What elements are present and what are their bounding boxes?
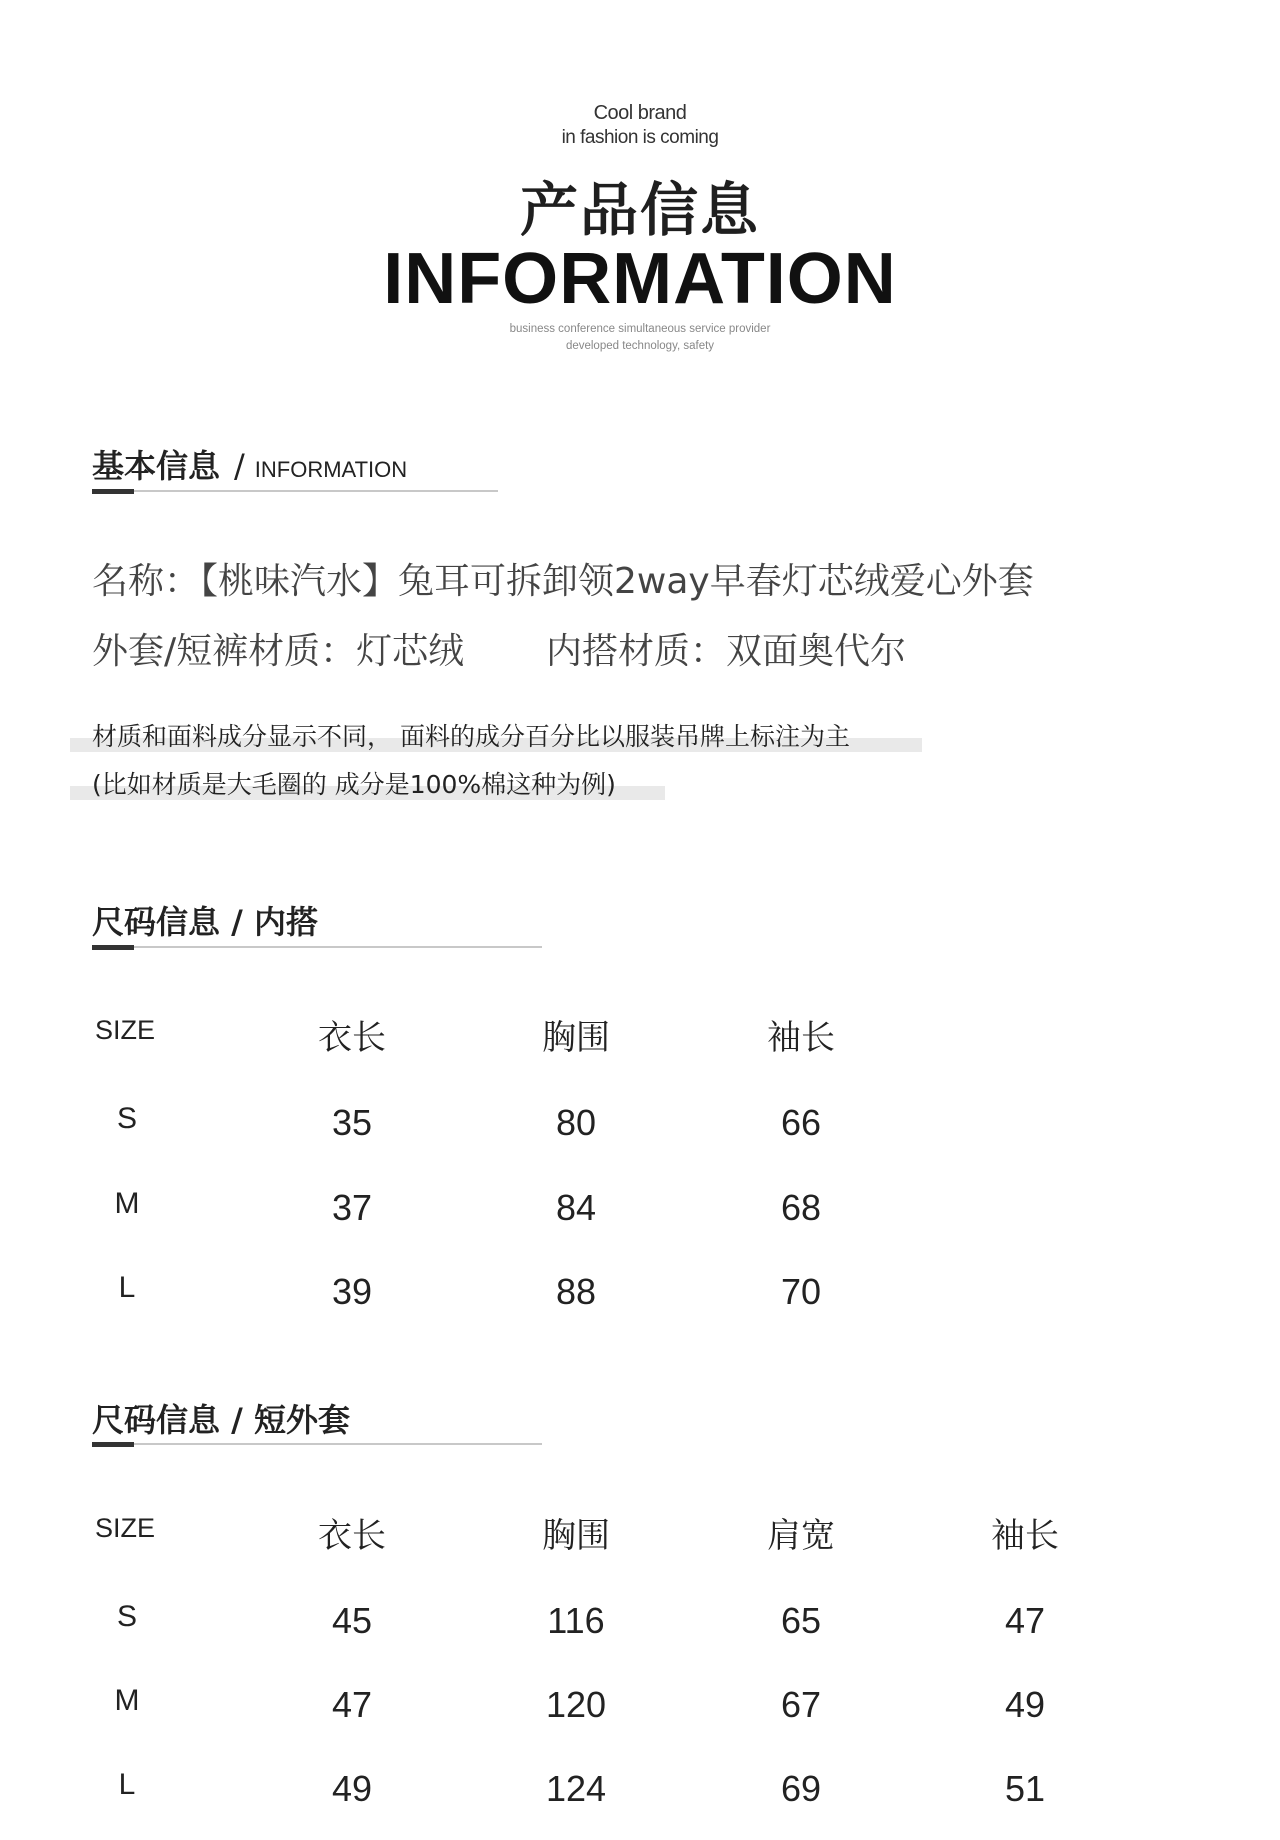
section-divider-mark xyxy=(92,1442,134,1447)
table-header: 袖长 xyxy=(991,1516,1059,1556)
note-line-1: 材质和面料成分显示不同， 面料的成分百分比以服装吊牌上标注为主 xyxy=(92,722,850,751)
header-subtitle-1: business conference simultaneous service provider xyxy=(509,323,771,335)
table-cell: 37 xyxy=(331,1187,373,1228)
table-header: 衣长 xyxy=(318,1018,386,1058)
table-cell: 88 xyxy=(555,1271,597,1312)
section-title-separator: / xyxy=(234,447,245,485)
section-divider-mark xyxy=(92,945,134,950)
table-cell: 68 xyxy=(780,1187,822,1228)
size-table-inner xyxy=(0,1010,1280,1330)
table-header: 袖长 xyxy=(767,1018,835,1058)
size-table-outer xyxy=(0,1508,1280,1828)
page-title-en: INFORMATION xyxy=(383,239,897,319)
section-title-basic xyxy=(92,441,407,487)
page-title-cn: 产品信息 xyxy=(519,176,760,244)
table-cell: 80 xyxy=(555,1102,597,1143)
table-cell: 65 xyxy=(780,1600,822,1641)
section-divider xyxy=(92,490,498,492)
table-cell: 70 xyxy=(780,1271,822,1312)
table-header: 肩宽 xyxy=(767,1516,835,1556)
table-cell: 39 xyxy=(331,1271,373,1312)
tagline-2: in fashion is coming xyxy=(561,127,719,148)
size-label: S xyxy=(116,1102,137,1135)
table-cell: 47 xyxy=(1004,1600,1046,1641)
section-divider xyxy=(92,1443,542,1445)
table-header: SIZE xyxy=(95,1015,156,1045)
section-title-size-outer: 尺码信息 / 短外套 xyxy=(92,1401,350,1439)
size-label: M xyxy=(114,1187,140,1220)
material-inner: 内搭材质：双面奥代尔 xyxy=(546,631,907,672)
table-cell: 66 xyxy=(780,1102,822,1143)
table-cell: 49 xyxy=(331,1768,373,1809)
table-cell: 51 xyxy=(1004,1768,1046,1809)
table-cell: 67 xyxy=(780,1684,822,1725)
table-cell: 124 xyxy=(545,1768,607,1809)
section-divider-mark xyxy=(92,489,134,494)
table-header: 衣长 xyxy=(318,1516,386,1556)
table-cell: 35 xyxy=(331,1102,373,1143)
table-header: 胸围 xyxy=(542,1018,610,1058)
table-cell: 45 xyxy=(331,1600,373,1641)
size-label: L xyxy=(118,1768,136,1801)
section-title-basic-en: INFORMATION xyxy=(254,457,408,482)
table-cell: 116 xyxy=(547,1600,605,1641)
section-divider xyxy=(92,946,542,948)
material-outer: 外套/短裤材质：灯芯绒 xyxy=(92,631,465,672)
table-header: 胸围 xyxy=(542,1516,610,1556)
table-cell: 69 xyxy=(780,1768,822,1809)
table-cell: 84 xyxy=(555,1187,597,1228)
table-header: SIZE xyxy=(95,1513,156,1543)
tagline-1: Cool brand xyxy=(593,102,687,124)
table-cell: 47 xyxy=(331,1684,373,1725)
table-cell: 49 xyxy=(1004,1684,1046,1725)
section-title-basic-cn: 基本信息 xyxy=(92,447,221,485)
product-name: 名称：【桃味汽水】兔耳可拆卸领2way早春灯芯绒爱心外套 xyxy=(92,561,1034,602)
size-label: L xyxy=(118,1271,136,1304)
header-subtitle-2: developed technology, safety xyxy=(565,340,715,352)
size-label: M xyxy=(114,1684,140,1717)
note-line-2: (比如材质是大毛圈的 成分是100%棉这种为例) xyxy=(92,770,616,799)
section-title-size-inner: 尺码信息 / 内搭 xyxy=(92,903,318,941)
size-label: S xyxy=(116,1600,137,1633)
table-cell: 120 xyxy=(545,1684,607,1725)
